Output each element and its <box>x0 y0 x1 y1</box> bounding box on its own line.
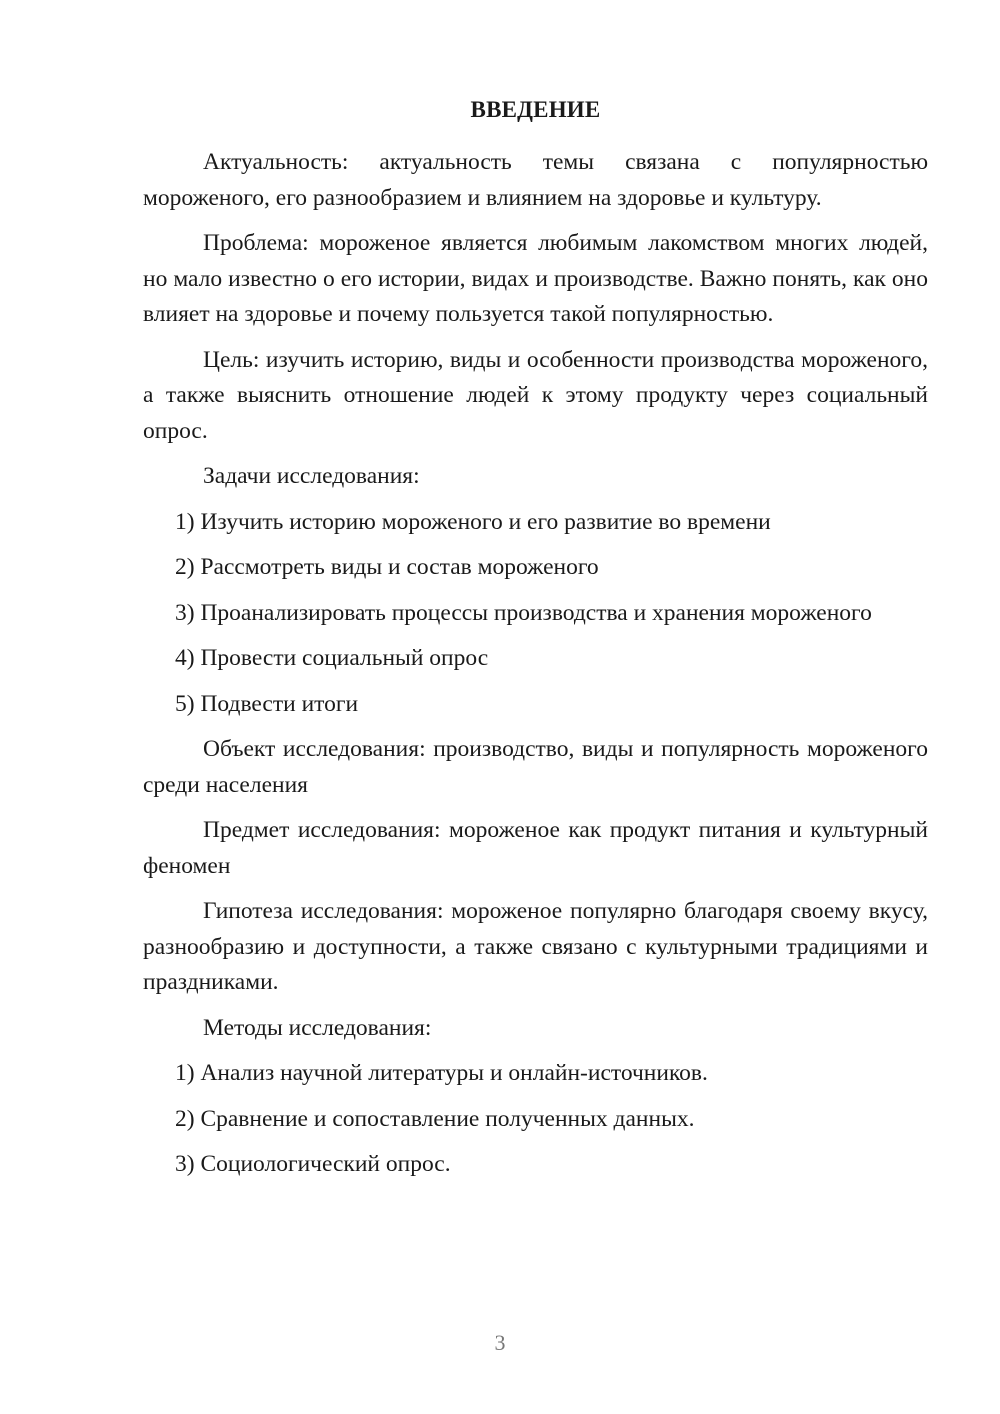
list-item: 5) Подвести итоги <box>175 690 359 717</box>
list-item: 3) Социологический опрос. <box>175 1151 451 1177</box>
list-item: 2) Рассмотреть виды и состав мороженого <box>175 554 599 580</box>
list-item: 2) Сравнение и сопоставление полученных данных. <box>175 1105 695 1132</box>
tasks-list <box>143 505 928 723</box>
problem-paragraph: Проблема: мороженое является любимым лакомством многих людей, но мало известно о его истории, видах и производстве. Важно понять, как оно влияет на здоровье и почему пользуется такой популярностью. <box>143 230 928 327</box>
page-content <box>143 88 928 1193</box>
list-item: 1) Анализ научной литературы и онлайн-источников. <box>175 1060 708 1086</box>
page-number: 3 <box>494 1330 506 1355</box>
hypothesis-paragraph: Гипотеза исследования: мороженое популярно благодаря своему вкусу, разнообразию и доступности, а также связано с культурными традициями и праздниками. <box>143 898 928 995</box>
list-item: 3) Проанализировать процессы производства и хранения мороженого <box>175 599 872 626</box>
page-title: ВВЕДЕНИЕ <box>470 97 601 122</box>
relevance-paragraph: Актуальность: актуальность темы связана с популярностью мороженого, его разнообразием и влиянием на здоровье и культуру. <box>143 149 928 211</box>
object-paragraph: Объект исследования: производство, виды и популярность мороженого среди населения <box>143 736 928 798</box>
subject-paragraph: Предмет исследования: мороженое как продукт питания и культурный феномен <box>143 817 928 879</box>
goal-paragraph: Цель: изучить историю, виды и особенности производства мороженого, а также выяснить отношение людей к этому продукту через социальный опрос. <box>143 346 928 444</box>
list-item: 1) Изучить историю мороженого и его развитие во времени <box>175 508 771 535</box>
list-item: 4) Провести социальный опрос <box>175 645 489 671</box>
tasks-heading: Задачи исследования: <box>203 463 420 489</box>
methods-list <box>143 1056 928 1183</box>
methods-heading: Методы исследования: <box>203 1014 432 1041</box>
